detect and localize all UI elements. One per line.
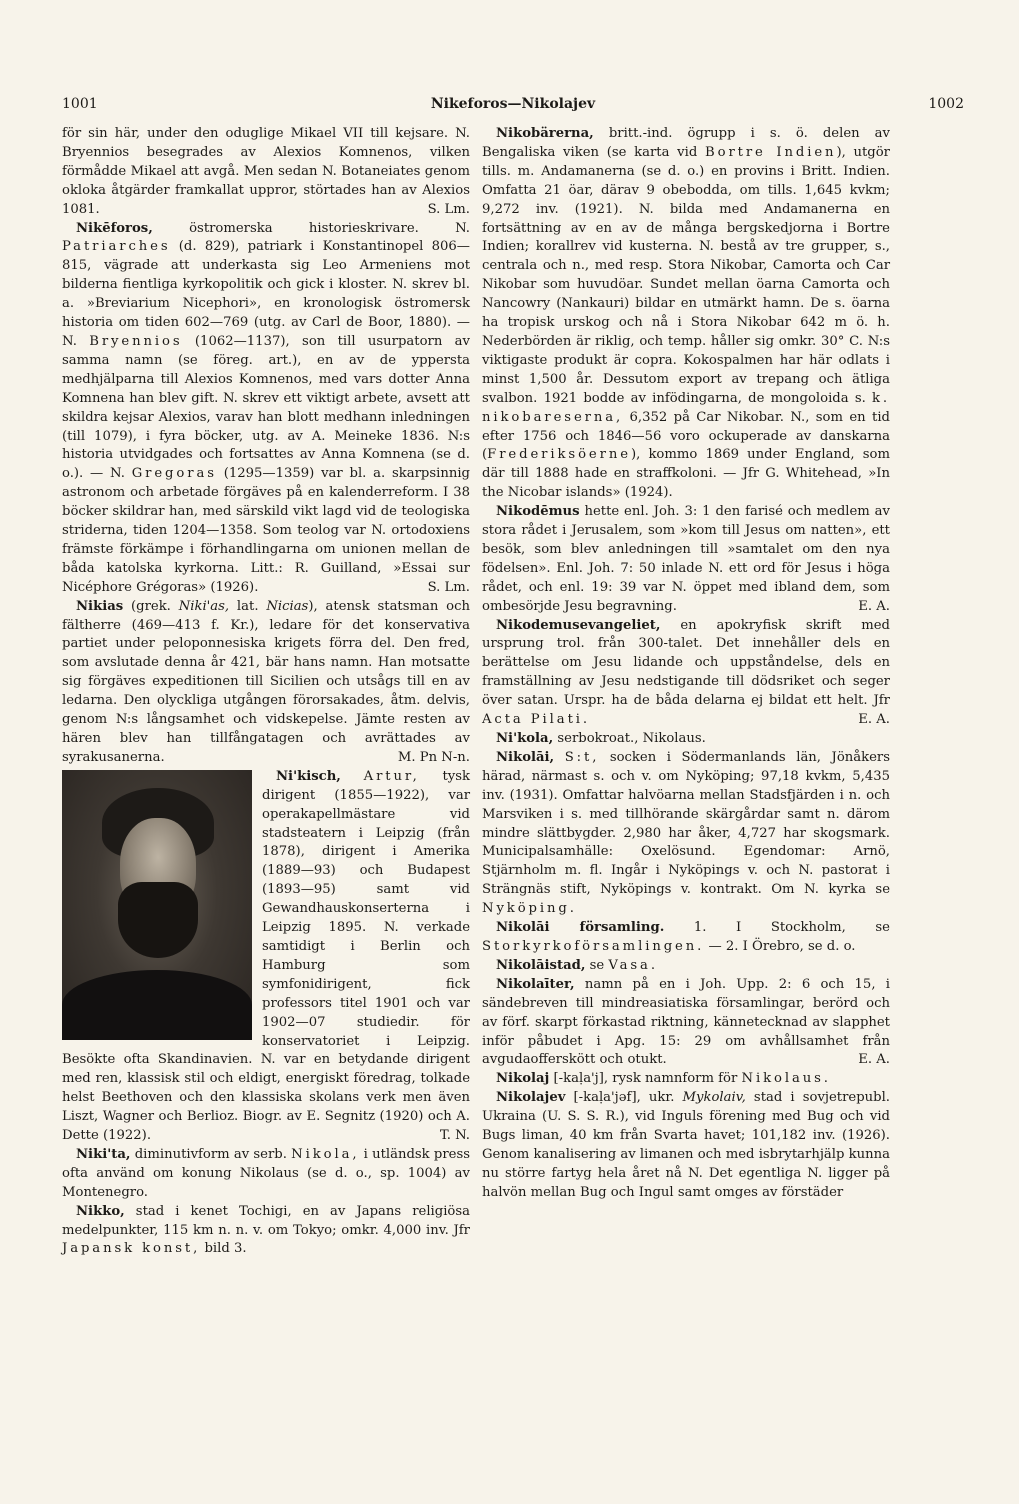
portrait-photo-nikisch — [62, 770, 252, 1040]
entry-nikolaiter: Nikolaīter, namn på en i Joh. Upp. 2: 6 och 15, i sändebreven till mindreasiatiska församlingar, berörd och av förf. skarpt förkastad riktning, kännetecknad av slapphet inför påbudet i Apg. 15: 29 om avhållsamhet från avgudaofferskött och otukt. E. A. — [482, 976, 890, 1071]
photo-coat — [62, 970, 252, 1040]
entry-nikeforos: Nikēforos, östromerska historieskrivare. N. Patriarches (d. 829), patriark i Konstantinopel 806—815, vägrade att underkasta sig Leo Armeniens mot bilderna fientliga kyrkopolitik och gick i kloster. N. skrev bl. a. »Breviarium Nicephori», en kronologisk östromersk historia om tiden 602—769 (utg. av Carl de Boor, 1880). — N. Bryennios (1062—1137), son till usurpatorn av samma namn (se föreg. art.), en av de yppersta medhjälparna till Alexios Komnenos, med vars dotter Anna Komnena han blev gift. N. skrev ett viktigt arbete, avsett att skildra kejsar Alexios, varav han blott medhann inledningen (till 1079), i fyra böcker, utg. av A. Meineke 1836. N:s historia utvidgades och fortsattes av Anna Komnena (se d. o.). — N. Gregoras (1295—1359) var bl. a. skarpsinnig astronom och arbetade förgäves på en kalenderreform. I 38 böcker skildrar han, med särskild vikt lagd vid de teologiska striderna, tiden 1204—1358. Som teolog var N. ortodoxiens främste förkämpe i förhandlingarna om unionen mellan de båda katolska kyrkorna. Litt.: R. Guilland, »Essai sur Nicéphore Grégoras» (1926). S. Lm. — [62, 220, 470, 598]
left-column — [62, 125, 470, 1259]
entry-nikolajev: Nikolajev [-kaḷa'jəf], ukr. Mykolaiv, stad i sovjetrepubl. Ukraina (U. S. S. R.), vid Inguls förening med Bug och vid Bugs liman, 40 km från Svarta havet; 101,182 inv. (1926). Genom kanalisering av limanen och med isbrytarhjälp kunna nu större fartyg hela året nå N. Det egentliga N. ligger på halvön mellan Bug och Ingul samt omges av förstäder — [482, 1090, 890, 1200]
entry-headword: Nikobärerna, — [496, 126, 594, 141]
signature: S. Lm. — [427, 201, 470, 217]
entry-headword: Nikolāi, — [496, 749, 555, 765]
entry-headword: Nikko, — [76, 1203, 125, 1219]
signature: M. Pn N-n. — [397, 749, 470, 765]
signature: S. Lm. — [427, 579, 470, 595]
entry-nikola: Ni'kola, serbokroat., Nikolaus. — [496, 731, 706, 746]
entry-nikias: Nikias (grek. Niki'as, lat. Nicias), atensk statsman och fältherre (469—413 f. Kr.), ledare för det konservativa partiet under peloponnesiska krigets förra del. Den fred, som avslutade denna år 421, bär hans namn. Han motsatte sig förgäves expeditionen till Sicilien och utsågs till en av ledarna. Den olyckliga utgången förorsakades, åtm. delvis, genom N:s långsamhet och vidskepelse. Jämte resten av hären blev han tillfångatagen och avrättades av syrakusanerna. M. Pn N-n. — [62, 598, 470, 768]
entry-nikodemusevangeliet: Nikodemusevangeliet, en apokryfisk skrift med ursprung trol. från 300-talet. Det innehåller dels en berättelse om Jesu lidande och uppståndelse, dels en framställning av Jesu nedstigande till dödsriket och seger över satan. Urspr. ha de båda delarna ej bildat ett helt. Jfr Acta Pilati. E. A. — [482, 617, 890, 730]
signature: E. A. — [858, 598, 890, 614]
entry-nikolaistad: Nikolāistad, se Vasa. — [496, 957, 658, 973]
signature: E. A. — [858, 712, 890, 728]
right-page-number: 1002 — [928, 96, 964, 112]
entry-headword: Nikias — [76, 598, 124, 614]
entry-nikobarerna: Nikobärerna, britt.-ind. ögrupp i s. ö. delen av Bengaliska viken (se karta vid Bortre Indien), utgör tills. m. Andamanerna (se d. o.) en provins i Britt. Indien. Omfatta 21 öar, därav 9 obebodda, om tills. 1,645 kvkm; 9,272 inv. (1921). N. bilda med Andamanerna en fortsättning av en av de många bergskedjorna i Bortre Indien; korallrev vid kusterna. N. bestå av tre grupper, s., centrala och n., med resp. Stora Nikobar, Camorta och Car Nikobar som huvudöar. Sundet mellan öarna Camorta och Nancowry (Nankauri) bildar en utmärkt hamn. De s. öarna ha tropisk urskog och nå i Stora Nikobar 642 m ö. h. Nederbörden är riklig, och temp. håller sig omkr. 30° C. N:s viktigaste produkt är copra. Kokospalmen har här odlats i minst 1,500 år. Dessutom export av trepang och ätliga svalbon. 1921 bodde av infödingarna, de mongoloida s. k. nikobareserna, 6,352 på Car Nikobar. N., som en tid efter 1756 och 1846—56 voro ockuperade av danskarna (Frederiksöerne), kommo 1869 under England, som där till 1888 hade en straffkoloni. — Jfr G. Whitehead, »In the Nicobar islands» (1924). — [482, 126, 890, 501]
entry-nikolai-forsamling: Nikolāi församling. 1. I Stockholm, se Storkyrkoförsamlingen. — 2. I Örebro, se d. o. — [482, 920, 890, 954]
entry-continuation: för sin här, under den oduglige Mikael VII till kejsare. N. Bryennios besegrades av Alexios Komnenos, vilken förmådde Mikael att avgå. Men sedan N. Botaneiates genom okloka åtgärder framkallat uppror, störtades han av Alexios 1081. S. Lm. — [62, 125, 470, 220]
entry-nikita: Niki'ta, diminutivform av serb. Nikola, i utländsk press ofta använd om konung Nikolaus (se d. o., sp. 1004) av Montenegro. — [62, 1146, 470, 1200]
entry-headword: Nikolaīter, — [496, 976, 575, 992]
entry-nikisch: Ni'kisch, Artur, tysk dirigent (1855—1922), var operakapellmästare vid stadsteatern i Leipzig (från 1878), dirigent i Amerika (1889—93) och Budapest (1893—95) samt vid Gewandhauskonserterna i Leipzig 1895. N. verkade samtidigt i Berlin och Hamburg som symfonidirigent, fick professors titel 1901 och var 1902—07 studiedir. för konservatoriet i Leipzig. Besökte ofta Skandinavien. N. var en betydande dirigent med ren, klassisk stil och eldigt, energiskt föredrag, tolkade helst Beethoven och den klassiska skolans verk men även Liszt, Wagner och Berlioz. Biogr. av E. Segnitz (1920) och A. Dette (1922). T. N. — [62, 768, 470, 1146]
entry-headword: Niki'ta, — [76, 1146, 131, 1162]
photo-beard — [118, 882, 198, 958]
entry-headword: Ni'kisch, — [276, 768, 341, 784]
entry-headword: Nikodēmus — [496, 504, 580, 520]
signature: E. A. — [858, 1052, 890, 1068]
entry-nikodemus: Nikodēmus hette enl. Joh. 3: 1 den farisé och medlem av stora rådet i Jerusalem, som »kom till Jesus om natten», ett besök, som blev anledningen till »samtalet om den nya födelsen». Enl. Joh. 7: 50 inlade N. ett ord för Jesus i höga rådet, och enl. 19: 39 var N. öppet med ibland dem, som ombesörjde Jesu begravning. E. A. — [482, 503, 890, 616]
entry-nikolaj: Nikolaj [-kaḷa'j], rysk namnform för Nikolaus. — [496, 1071, 831, 1087]
page-header — [62, 94, 964, 114]
running-title: Nikeforos—Nikolajev — [430, 96, 596, 112]
entry-headword: Nikēforos, — [76, 220, 153, 236]
entry-headword: Nikolāi församling. — [496, 920, 665, 936]
entry-headword: Nikolajev — [496, 1090, 566, 1106]
signature: T. N. — [439, 1128, 470, 1144]
entry-nikolai: Nikolāi, S:t, socken i Södermanlands län, Jönåkers härad, närmast s. och v. om Nyköping; 97,18 kvkm, 5,435 inv. (1931). Omfattar halvöarna mellan Stadsfjärden i n. och Marsviken i s. med tillhörande skärgårdar samt n. därom mindre slättbygder. 2,980 har åker, 4,727 har skogsmark. Municipalsamhälle: Oxelösund. Egendomar: Arnö, Stjärnholm m. fl. Ingår i Nyköpings v. och N. pastorat i Strängnäs stift, Nyköpings v. kontrakt. Om N. kyrka se Nyköping. — [482, 749, 890, 917]
entry-headword: Ni'kola, — [496, 731, 554, 746]
entry-nikko: Nikko, stad i kenet Tochigi, en av Japans religiösa medelpunkter, 115 km n. n. v. om Tokyo; omkr. 4,000 inv. Jfr Japansk konst, bild 3. — [62, 1203, 470, 1257]
right-column — [482, 125, 890, 1203]
entry-headword: Nikolaj — [496, 1071, 550, 1087]
entry-headword: Nikolāistad, — [496, 957, 586, 973]
left-page-number: 1001 — [62, 96, 98, 112]
entry-headword: Nikodemusevangeliet, — [496, 617, 661, 633]
